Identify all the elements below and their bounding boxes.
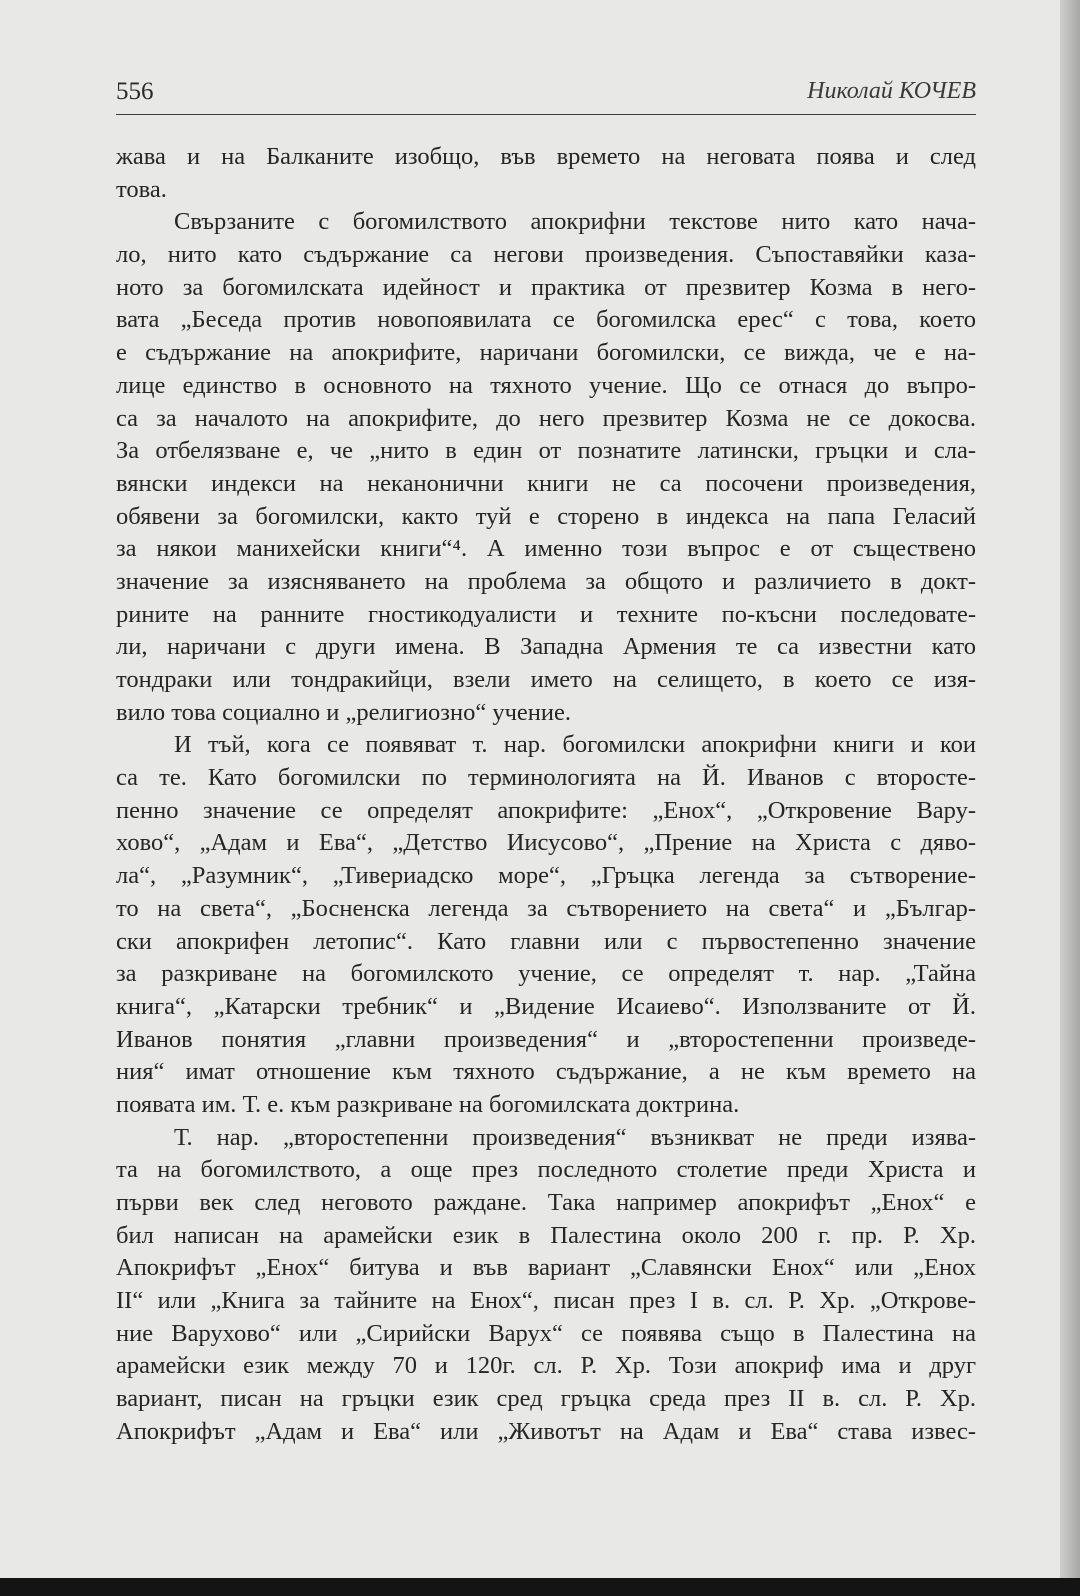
text-line: обявени за богомилски, както туй е сторено в индекса на папа Геласий	[116, 502, 976, 530]
text-line: ние Варухово“ или „Сирийски Варух“ се появява също в Палестина на	[116, 1319, 976, 1347]
text-line: бил написан на арамейски език в Палестина около 200 г. пр. Р. Хр.	[116, 1221, 976, 1249]
paragraph-3	[116, 729, 976, 1121]
text-line: арамейски език между 70 и 120г. сл. Р. Хр. Този апокриф има и друг	[116, 1352, 976, 1380]
text-line: Иванов понятия „главни произведения“ и „второстепенни произведе-	[116, 1025, 976, 1053]
text-line: това.	[116, 175, 167, 203]
text-line: вянски индекси на неканонични книги не са посочени произведения,	[116, 469, 976, 497]
text-line: е съдържание на апокрифите, наричани богомилски, се вижда, че е на-	[116, 339, 976, 367]
paragraph-2	[116, 206, 976, 729]
text-line: И тъй, кога се появяват т. нар. богомилски апокрифни книги и кои	[174, 731, 976, 759]
text-line: вило това социално и „религиозно“ учение.	[116, 698, 571, 726]
text-line: жава и на Балканите изобщо, във времето на неговата поява и след	[116, 143, 976, 170]
text-line: ла“, „Разумник“, „Тивериадско море“, „Гръцка легенда за сътворение-	[116, 862, 976, 890]
text-line: то на света“, „Босненска легенда за сътворението на света“ и „Българ-	[116, 894, 976, 922]
text-line: Свързаните с богомилството апокрифни текстове нито като нача-	[174, 208, 976, 236]
text-line: тондраки или тондракийци, взели името на селището, в което се изя-	[116, 666, 976, 693]
text-line: рините на ранните гностикодуалисти и техните по-късни последовате-	[116, 600, 976, 628]
text-line: за някои манихейски книги“⁴. А именно този въпрос е от съществено	[116, 535, 976, 563]
text-line: първи век след неговото раждане. Така например апокрифът „Енох“ е	[116, 1189, 976, 1216]
text-line: II“ или „Книга за тайните на Енох“, писан през I в. сл. Р. Хр. „Открове-	[116, 1287, 976, 1315]
text-line: ло, нито като съдържание са негови произведения. Съпоставяйки каза-	[116, 241, 976, 269]
text-line: появата им. Т. е. към разкриване на богомилската доктрина.	[116, 1090, 740, 1118]
text-line: Т. нар. „второстепенни произведения“ възникват не преди изява-	[174, 1123, 976, 1151]
page-number: 556	[116, 78, 154, 105]
text-line: ния“ имат отношение към тяхното съдържание, а не към времето на	[116, 1058, 976, 1086]
running-head-author: Николай КОЧЕВ	[807, 78, 976, 104]
page-edge-shadow	[1060, 0, 1080, 1596]
text-line: лице единство в основното на тяхното учение. Що се отнася до въпро-	[116, 371, 976, 399]
text-line: са те. Като богомилски по терминологията на Й. Иванов с второсте-	[116, 764, 976, 792]
paragraph-4	[116, 1122, 976, 1449]
body-text	[116, 141, 976, 1449]
text-line: та на богомилството, а още през последното столетие преди Христа и	[116, 1156, 976, 1184]
text-line: са за началото на апокрифите, до него презвитер Козма не се докосва.	[116, 404, 976, 432]
paragraph-1	[116, 141, 976, 206]
text-line: вата „Беседа против новопоявилата се богомилска ерес“ с това, което	[116, 306, 976, 334]
text-line: значение за изясняването на проблема за общото и различието в докт-	[116, 567, 976, 595]
text-line: Апокрифът „Енох“ битува и във вариант „Славянски Енох“ или „Енох	[116, 1254, 976, 1282]
text-line: ски апокрифен летопис“. Като главни или с първостепенно значение	[116, 927, 976, 955]
text-line: ното за богомилската идейност и практика от презвитер Козма в него-	[116, 273, 976, 301]
text-line: ли, наричани с други имена. В Западна Армения те са известни като	[116, 633, 976, 661]
text-line: хово“, „Адам и Ева“, „Детство Иисусово“, „Прение на Христа с дяво-	[116, 829, 976, 857]
text-line: За отбелязване е, че „нито в един от познатите латински, гръцки и сла-	[116, 437, 976, 465]
text-line: за разкриване на богомилското учение, се определят т. нар. „Тайна	[116, 960, 976, 988]
scan-bottom-border	[0, 1578, 1080, 1596]
text-line: книга“, „Катарски требник“ и „Видение Исаиево“. Използваните от Й.	[116, 992, 976, 1020]
text-line: Апокрифът „Адам и Ева“ или „Животът на Адам и Ева“ става извес-	[116, 1417, 976, 1445]
page-header	[116, 74, 976, 115]
text-line: пенно значение се определят апокрифите: „Енох“, „Откровение Вару-	[116, 796, 976, 824]
text-line: вариант, писан на гръцки език сред гръцка среда през II в. сл. Р. Хр.	[116, 1385, 976, 1413]
